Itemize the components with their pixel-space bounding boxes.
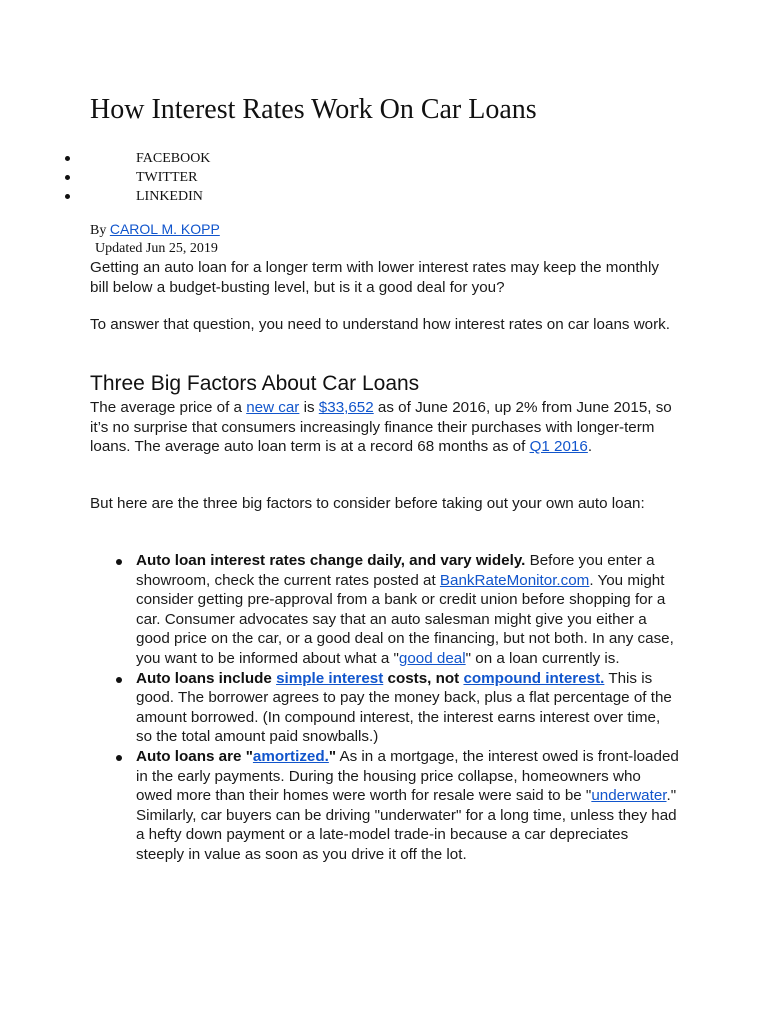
share-twitter-link[interactable]: TWITTER [62, 168, 210, 187]
list-item [90, 669, 680, 747]
text: ." Similarly, car buyers can be driving "underwater" for a long time, unless they had a hefty down payment or a late-model trade-in because a car depreciates steeply in value as soon as you drive it off the lot. [136, 787, 677, 863]
section-heading: Three Big Factors About Car Loans [90, 372, 420, 395]
text: This is good. The borrower agrees to pay the money back, plus a flat percentage of the amount borrowed. (In compound interest, the interest earns interest over time, so the total amount paid snowballs.) [136, 669, 672, 746]
text: . You might consider getting pre-approval from a bank or credit union before shopping for a car. Consumer advocates say that an auto salesman might give you either a good price on the car, or a good deal on the financing, but not both. In any case, you want to be informed about what a " [136, 571, 674, 667]
new-car-link[interactable]: new car [246, 399, 300, 416]
factor-title: Auto loans are " [136, 747, 253, 765]
simple-interest-link[interactable]: simple interest [276, 669, 384, 687]
updated-date: Updated Jun 25, 2019 [95, 241, 218, 256]
text: As in a mortgage, the interest owed is front-loaded in the early payments. During the housing price collapse, homeowners who owed more than their homes were worth for resale were said to be " [136, 747, 679, 805]
price-link[interactable]: $33,652 [318, 399, 374, 416]
share-linkedin-link[interactable]: LINKEDIN [62, 187, 210, 206]
intro-paragraph-1: Getting an auto loan for a longer term with lower interest rates may keep the monthly bill below a budget-busting level, but is it a good deal for you? [90, 259, 659, 296]
text: " on a loan currently is. [465, 649, 620, 667]
price-paragraph [90, 398, 680, 457]
text: . [587, 438, 593, 456]
amortized-link[interactable]: amortized. [252, 747, 329, 765]
compound-interest-link[interactable]: compound interest. [463, 669, 605, 687]
factor-title: Auto loan interest rates change daily, and vary widely. [136, 552, 526, 569]
page-title: How Interest Rates Work On Car Loans [90, 94, 537, 125]
factors-intro-paragraph: But here are the three big factors to consider before taking out your own auto loan: [90, 495, 645, 512]
list-item [90, 747, 680, 865]
underwater-link[interactable]: underwater [591, 787, 667, 805]
factor-title: Auto loans include [136, 669, 277, 687]
factors-list [90, 551, 680, 865]
factor-title: " [328, 747, 337, 765]
list-item [90, 551, 680, 669]
author-link[interactable]: CAROL M. KOPP [109, 221, 220, 237]
share-facebook-link[interactable]: FACEBOOK [62, 149, 210, 168]
text: Before you enter a showroom, check the current rates posted at [136, 552, 655, 589]
good-deal-link[interactable]: good deal [398, 649, 466, 667]
text: as of June 2016, up 2% from June 2015, so it’s no surprise that consumers increasingly finance their purchases with longer-term loans. The average auto loan term is at a record 68 months as of [90, 399, 672, 456]
bankratemonitor-link[interactable]: BankRateMonitor.com [439, 571, 590, 589]
text: is [299, 399, 319, 416]
byline [90, 220, 220, 240]
q1-2016-link[interactable]: Q1 2016 [529, 438, 588, 456]
byline-prefix: By [90, 223, 107, 238]
factor-title: costs, not [383, 669, 464, 687]
text: The average price of a [90, 399, 247, 416]
intro-paragraph-2: To answer that question, you need to understand how interest rates on car loans work. [90, 316, 670, 333]
share-links [62, 149, 210, 206]
